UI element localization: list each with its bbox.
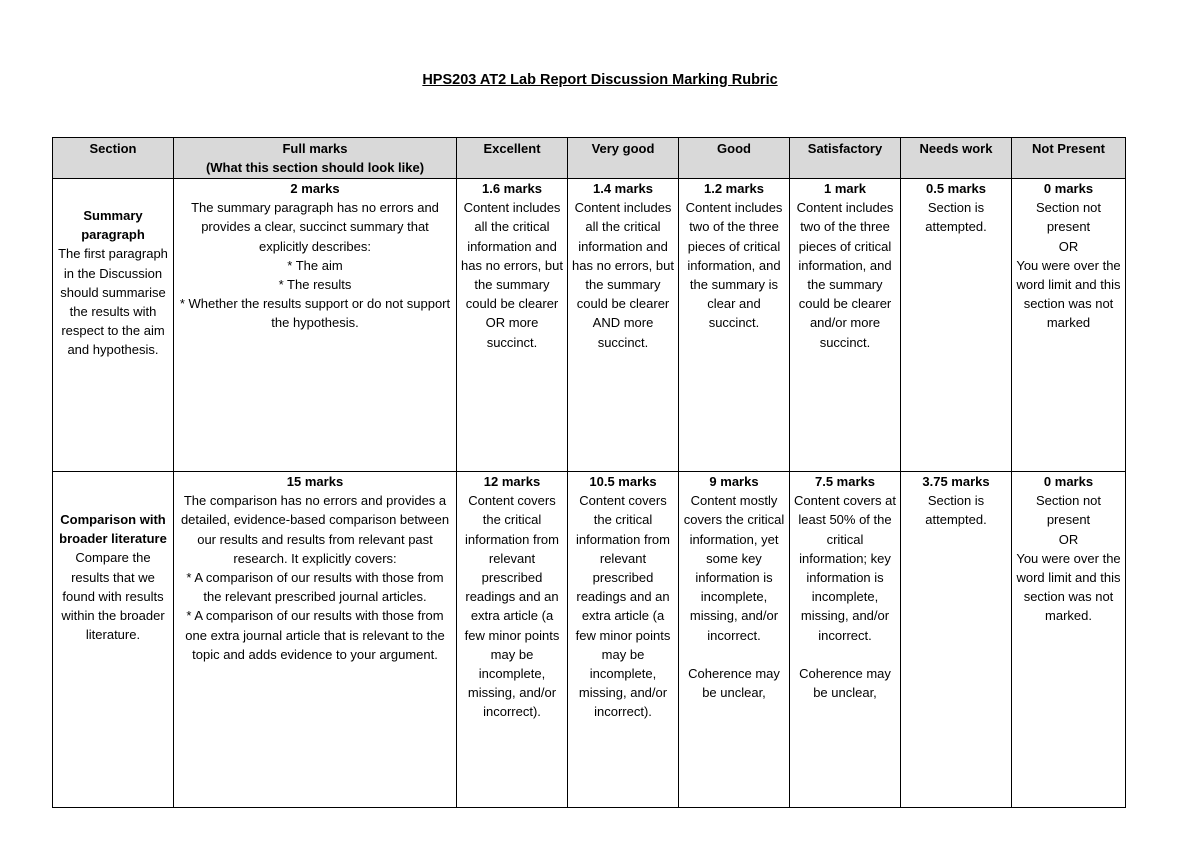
coherence-text: Coherence may be unclear,: [688, 665, 780, 701]
header-satisfactory: Satisfactory: [790, 138, 901, 179]
section-description: The first paragraph in the Discussion should summarise the results with respect to the aim and hypothesis.: [58, 246, 168, 358]
criteria-text: Content includes two of the three pieces of critical information, and the summary is clear and succinct.: [685, 200, 783, 331]
criteria-text: Content covers at least 50% of the critical information; key information is incomplete, missing, and/or incorrect.: [794, 493, 896, 643]
header-excellent: Excellent: [457, 138, 568, 179]
satisfactory-cell: [790, 179, 901, 472]
marks-label: 1 mark: [824, 181, 866, 196]
criteria-text: Content includes all the critical information and has no errors, but the summary could be clearer OR more succinct.: [461, 200, 563, 350]
marks-label: 10.5 marks: [589, 474, 657, 489]
marks-label: 1.2 marks: [704, 181, 764, 196]
marks-label: 0.5 marks: [926, 181, 986, 196]
header-full-marks: [174, 138, 457, 179]
criteria-text: Section is attempted.: [925, 200, 987, 235]
criteria-text: Content covers the critical information from relevant prescribed readings and an extra article (a few minor points may be incomplete, missing, and/or incorrect).: [575, 493, 671, 720]
not-present-cell: [1012, 179, 1126, 472]
table-row: [53, 472, 1126, 808]
coherence-text: Coherence may be unclear,: [799, 665, 891, 701]
marks-label: 1.6 marks: [482, 181, 542, 196]
header-not-present: Not Present: [1012, 138, 1126, 179]
criteria-text: Content covers the critical information from relevant prescribed readings and an extra article (a few minor points may be incomplete, missing, and/or incorrect).: [464, 493, 560, 720]
spacer: [683, 645, 785, 664]
rubric-table: [52, 137, 1126, 808]
marks-label: 3.75 marks: [922, 474, 990, 489]
section-cell: [53, 472, 174, 808]
full-marks-cell: [174, 179, 457, 472]
marks-label: 9 marks: [709, 474, 759, 489]
marks-label: 15 marks: [286, 474, 344, 489]
header-row: [53, 138, 1126, 179]
good-cell: [679, 179, 790, 472]
marks-label: 2 marks: [290, 181, 340, 196]
marks-label: 7.5 marks: [815, 474, 875, 489]
criteria-text: Section not present OR You were over the word limit and this section was not marked: [1016, 200, 1121, 331]
section-cell: [53, 179, 174, 472]
section-description: Compare the results that we found with results within the broader literature.: [61, 550, 165, 643]
criteria-text: Section not present OR You were over the word limit and this section was not marked.: [1016, 493, 1121, 624]
excellent-cell: [457, 179, 568, 472]
criteria-text: Section is attempted.: [925, 493, 987, 528]
very-good-cell: [568, 472, 679, 808]
very-good-cell: [568, 179, 679, 472]
excellent-cell: [457, 472, 568, 808]
header-full-marks-line1: Full marks: [282, 141, 348, 156]
marks-label: 1.4 marks: [593, 181, 653, 196]
section-name: Comparison with broader literature: [59, 512, 167, 547]
good-cell: [679, 472, 790, 808]
table-row: [53, 179, 1126, 472]
needs-work-cell: [901, 472, 1012, 808]
full-marks-cell: [174, 472, 457, 808]
header-full-marks-line2: (What this section should look like): [205, 160, 425, 176]
not-present-cell: [1012, 472, 1126, 808]
spacer: [794, 645, 896, 664]
header-needs-work: Needs work: [901, 138, 1012, 179]
marks-label: 12 marks: [483, 474, 541, 489]
header-very-good: Very good: [568, 138, 679, 179]
criteria-text: Content mostly covers the critical information, yet some key information is incomplete, missing, and/or incorrect.: [683, 493, 785, 643]
criteria-text: The summary paragraph has no errors and provides a clear, succinct summary that explicitly describes: * The aim * The results * Whether the results support or do not support the hypothesis.: [179, 200, 451, 331]
marks-label: 0 marks: [1043, 181, 1094, 196]
page-title: HPS203 AT2 Lab Report Discussion Marking Rubric: [422, 72, 778, 88]
header-good: Good: [679, 138, 790, 179]
criteria-text: Content includes two of the three pieces of critical information, and the summary could be clearer and/or more succinct.: [796, 200, 894, 350]
header-section: Section: [53, 138, 174, 179]
needs-work-cell: [901, 179, 1012, 472]
section-name: Summary paragraph: [81, 208, 145, 243]
criteria-text: The comparison has no errors and provides a detailed, evidence-based comparison between our results and results from relevant past research. It explicitly covers: * A comparison of our results with those from the relevant prescribed journal articles. * A comparison of our results with those from one extra journal article that is relevant to the topic and adds evidence to your argument.: [180, 493, 450, 662]
criteria-text: Content includes all the critical information and has no errors, but the summary could be clearer AND more succinct.: [572, 200, 674, 350]
marks-label: 0 marks: [1043, 474, 1094, 489]
satisfactory-cell: [790, 472, 901, 808]
